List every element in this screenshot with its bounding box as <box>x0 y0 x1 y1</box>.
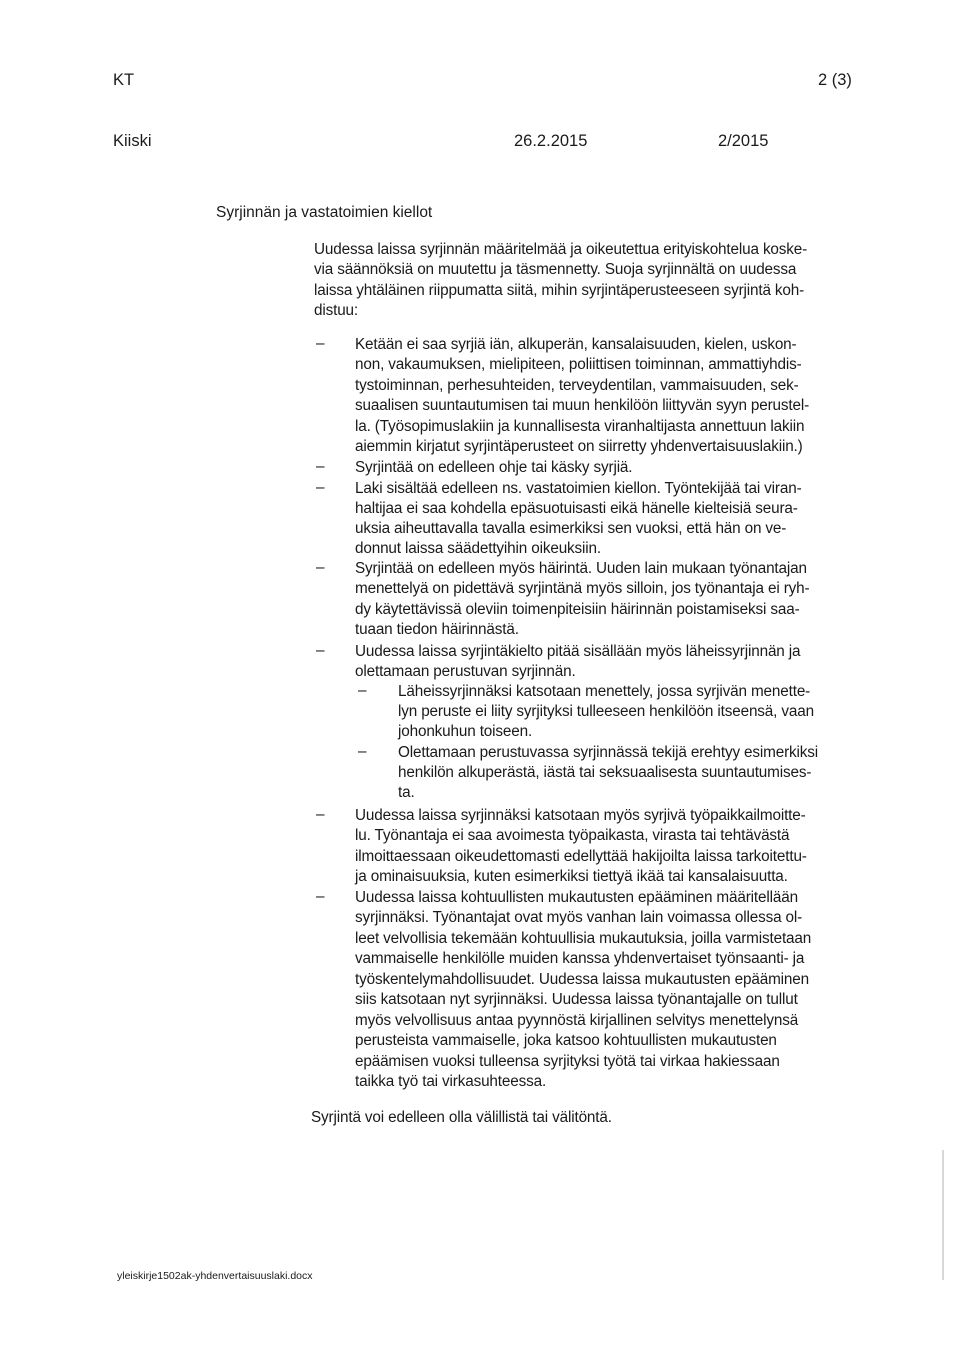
bullet-line: uksia aiheuttavalla tavalla esimerkiksi sen vuoksi, että hän on ve- <box>355 520 787 537</box>
bullet-line: haltijaa ei saa kohdella epäsuotuisasti eikä hänelle kielteisiä seura- <box>355 500 798 517</box>
bullet-dash: – <box>316 335 325 352</box>
bullet-line: syrjinnäksi. Työnantajat ovat myös vanhan lain voimassa ollessa ol- <box>355 909 803 926</box>
bullet-line: siis katsotaan nyt syrjinnäksi. Uudessa laissa työnantajalle on tullut <box>355 991 798 1008</box>
bullet-line: työskentelymahdollisuudet. Uudessa laissa mukautusten epääminen <box>355 971 809 988</box>
intro-line: Uudessa laissa syrjinnän määritelmää ja oikeutettua erityiskohtelua koske- <box>314 241 808 258</box>
header-page-number: 2 (3) <box>818 71 852 89</box>
bullet-line: tystoiminnan, perhesuhteiden, terveydentilan, vammaisuuden, sek- <box>355 377 799 394</box>
intro-line: distuu: <box>314 302 359 319</box>
footer-filename: yleiskirje1502ak-yhdenvertaisuuslaki.docx <box>117 1270 313 1282</box>
bullet-line: la. (Työsopimuslakiin ja kunnallisesta viranhaltijasta annettuun lakiin <box>355 418 805 435</box>
sub-bullet-dash: – <box>358 743 367 760</box>
bullet-line: vammaiselle henkilölle muiden kanssa yhdenvertaiset työnsaanti- ja <box>355 950 805 967</box>
sub-bullet-line: Olettamaan perustuvassa syrjinnässä tekijä erehtyy esimerkiksi <box>398 744 819 761</box>
header-author: Kiiski <box>113 132 152 150</box>
bullet-dash: – <box>316 479 325 496</box>
bullet-line: donnut laissa säädettyihin oikeuksiin. <box>355 540 602 557</box>
bullet-line: ja ominaisuuksia, kuten esimerkiksi tiettyä ikää tai kansalaisuutta. <box>355 868 788 885</box>
header-org: KT <box>113 71 135 89</box>
sub-bullet-line: johonkuhun toiseen. <box>398 723 533 740</box>
bullet-dash: – <box>316 642 325 659</box>
bullet-dash: – <box>316 888 325 905</box>
sub-bullet-line: lyn peruste ei liity syrjityksi tulleeseen henkilöön itseensä, vaan <box>398 703 814 720</box>
bullet-line: lu. Työnantaja ei saa avoimesta työpaikasta, virasta tai tehtävästä <box>355 827 790 844</box>
bullet-line: Laki sisältää edelleen ns. vastatoimien kiellon. Työntekijää tai viran- <box>355 480 802 497</box>
bullet-line: dy käytettävissä oleviin toimenpiteisiin häirinnän poistamiseksi saa- <box>355 601 800 618</box>
bullet-line: leet velvollisia tekemään kohtuullisia mukautuksia, joilla varmistetaan <box>355 930 812 947</box>
bullet-line: taikka työ tai virkasuhteessa. <box>355 1073 547 1090</box>
bullet-line: suaalisen suuntautumisen tai muun henkilöön liittyvän syyn perustel- <box>355 397 810 414</box>
bullet-line: myös velvollisuus antaa pyynnöstä kirjallinen selvitys menettelynsä <box>355 1012 799 1029</box>
sub-bullet-dash: – <box>358 682 367 699</box>
intro-line: via säännöksiä on muutettu ja täsmennetty. Suoja syrjinnältä on uudessa <box>314 261 797 278</box>
bullet-line: ilmoittaessaan oikeudettomasti edellyttää hakijoilta laissa tarkoitettu- <box>355 848 807 865</box>
closing-paragraph: Syrjintä voi edelleen olla välillistä tai välitöntä. <box>311 1109 612 1126</box>
scan-artifact <box>942 1150 944 1280</box>
bullet-line: Uudessa laissa syrjintäkielto pitää sisällään myös läheissyrjinnän ja <box>355 643 801 660</box>
bullet-line: Syrjintää on edelleen myös häirintä. Uuden lain mukaan työnantajan <box>355 560 807 577</box>
bullet-dash: – <box>316 559 325 576</box>
bullet-line: Uudessa laissa syrjinnäksi katsotaan myös syrjivä työpaikkailmoitte- <box>355 807 806 824</box>
intro-line: laissa yhtäläinen riippumatta siitä, mihin syrjintäperusteeseen syrjintä koh- <box>314 282 805 299</box>
header-ref: 2/2015 <box>718 132 769 150</box>
bullet-dash: – <box>316 806 325 823</box>
sub-bullet-line: Läheissyrjinnäksi katsotaan menettely, jossa syrjivän menette- <box>398 683 811 700</box>
sub-bullet-line: henkilön alkuperästä, iästä tai seksuaalisesta suuntautumises- <box>398 764 812 781</box>
bullet-line: epäämisen vuoksi tulleensa syrjityksi työtä tai virkaa hakiessaan <box>355 1053 780 1070</box>
bullet-line: tuaan tiedon häirinnästä. <box>355 621 519 638</box>
bullet-line: Uudessa laissa kohtuullisten mukautusten epääminen määritellään <box>355 889 798 906</box>
bullet-line: perusteista vammaiselle, joka katsoo kohtuullisten mukautusten <box>355 1032 777 1049</box>
bullet-line: Ketään ei saa syrjiä iän, alkuperän, kansalaisuuden, kielen, uskon- <box>355 336 797 353</box>
bullet-line: non, vakaumuksen, mielipiteen, poliittisen toiminnan, ammattiyhdis- <box>355 356 802 373</box>
bullet-line: menettelyä on pidettävä syrjintänä myös silloin, jos työnantaja ei ryh- <box>355 580 810 597</box>
bullet-line: olettamaan perustuvan syrjinnän. <box>355 663 576 680</box>
sub-bullet-line: ta. <box>398 784 415 801</box>
header-date: 26.2.2015 <box>514 132 588 150</box>
section-title: Syrjinnän ja vastatoimien kiellot <box>216 204 433 221</box>
bullet-line: aiemmin kirjatut syrjintäperusteet on siirretty yhdenvertaisuuslakiin.) <box>355 438 803 455</box>
bullet-line: Syrjintää on edelleen ohje tai käsky syrjiä. <box>355 459 633 476</box>
bullet-dash: – <box>316 458 325 475</box>
